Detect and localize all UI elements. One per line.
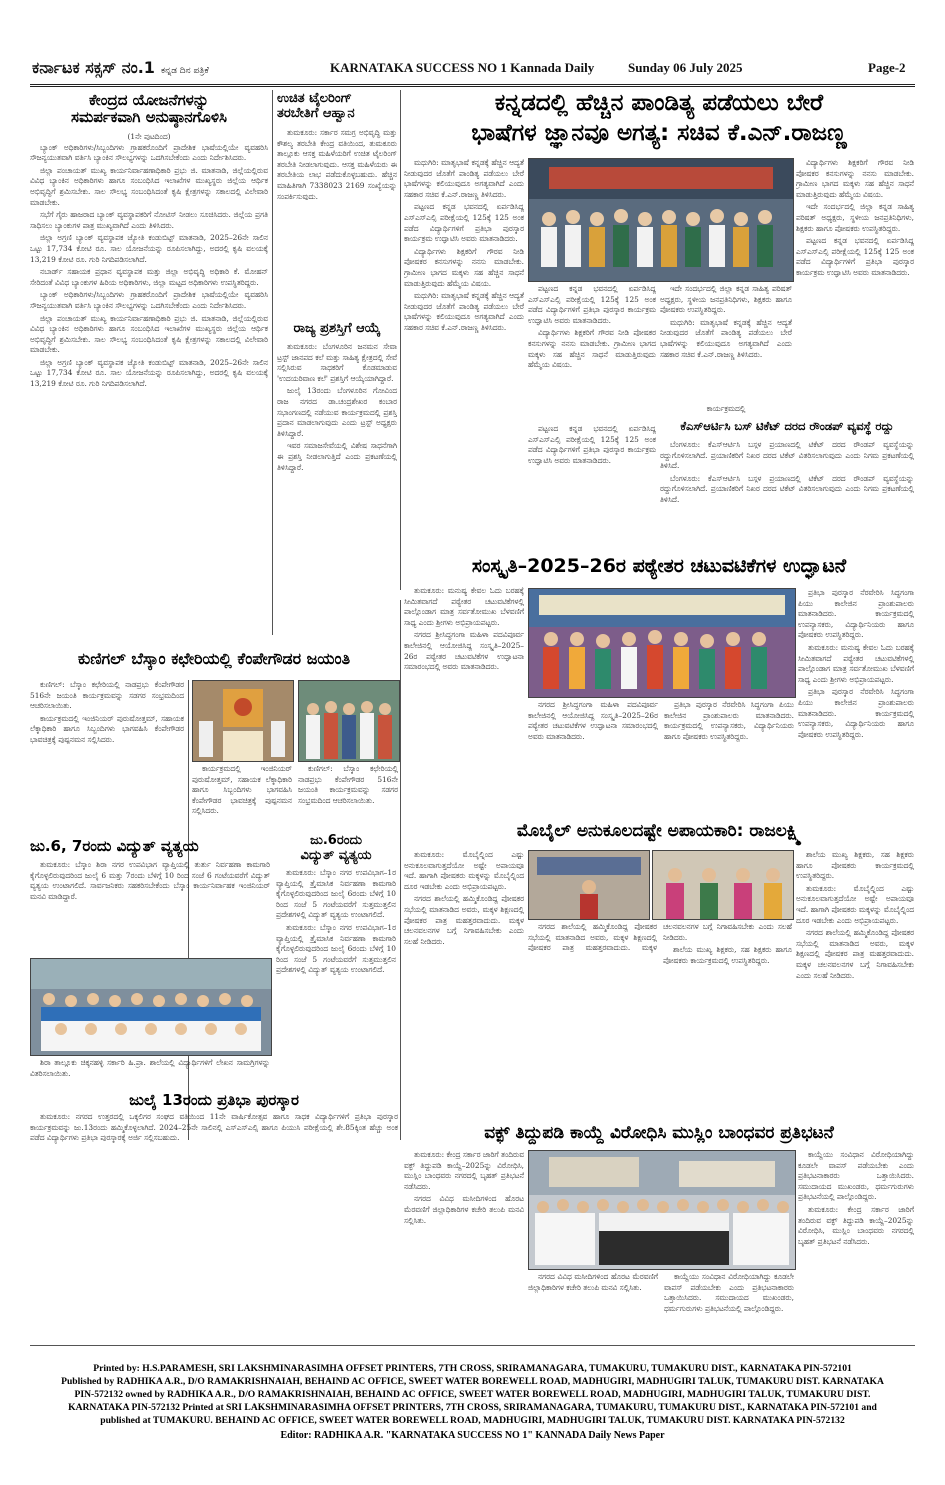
mobile-photo-2 (652, 850, 794, 920)
imprint-line-3: PIN-572132 owned by RADHIKA A.R., D/O RAMAKRISHNAIAH, BEHAIND AC OFFICE, SWEET WATER BOREWELL ROAD, MADHUGIRI, MADHUGIRI TALUK, TUMAKURU DIST. (74, 1389, 871, 1400)
kannada-byline: ಕಾರ್ಯಕ್ರಮದಲ್ಲಿ (706, 404, 746, 413)
mobile-photo-1 (528, 850, 650, 920)
kannada-event-photo (528, 158, 794, 282)
prashasti-headline: ರಾಜ್ಯ ಪ್ರಶಸ್ತಿಗೆ ಆಯ್ಕೆ (293, 321, 381, 336)
samskruti-body-right: ಪ್ರತಿಭಾ ಪುರಸ್ಕಾರ ನೆರವೇರಿಸಿ ಸಿದ್ಧಗಂಗಾ ಪಿಯು ಕಾಲೇಜಿನ ಪ್ರಾಂಶುಪಾಲರು ಮಾತನಾಡಿದರು. ಕಾರ್ಯಕ್ರಮದಲ್ಲಿ ಉಪನ್ಯಾಸಕರು, ವಿದ್ಯಾರ್ಥಿನಿಯರು ಹಾಗೂ ಪೋಷಕರು ಉಪಸ್ಥಿತರಿದ್ದರು. ತುಮಕೂರು: ಮನುಷ್ಯ ಕೇವಲ ಓದು ಬರಹಕ್ಕೆ ಸೀಮಿತವಾಗದೆ ಪಠ್ಯೇತರ ಚಟುವಟಿಕೆಗಳಲ್ಲಿ ಪಾಲ್ಗೊಂಡಾಗ ಮಾತ್ರ ಸರ್ವತೋಮುಖ ಬೆಳವಣಿಗೆ ಸಾಧ್ಯ ಎಂದು ಶ್ರೀಗಳು ಅಭಿಪ್ರಾಯಪಟ್ಟರು. ಪ್ರತಿಭಾ ಪುರಸ್ಕಾರ ನೆರವೇರಿಸಿ ಸಿದ್ಧಗಂಗಾ ಪಿಯು ಕಾಲೇಜಿನ ಪ್ರಾಂಶುಪಾಲರು ಮಾತನಾಡಿದರು. ಕಾರ್ಯಕ್ರಮದಲ್ಲಿ ಉಪನ್ಯಾಸಕರು, ವಿದ್ಯಾರ್ಥಿನಿಯರು ಹಾಗೂ ಪೋಷಕರು ಉಪಸ್ಥಿತರಿದ್ದರು. (798, 588, 914, 739)
imprint-line-5: published at TUMAKURU. BEHAIND AC OFFICE, SWEET WATER BOREWELL ROAD, MADHUGIRI, MADHUGIRI TALUK, TUMAKURU DIST. KARNATAKA PIN-572132 (100, 1415, 845, 1426)
imprint-line-2: Published by RADHIKA A.R., D/O RAMAKRISHNAIAH, BEHAIND AC OFFICE, SWEET WATER BOREWELL ROAD, MADHUGIRI, MADHUGIRI TALUK, TUMAKURU DIST. KARNATAKA (61, 1376, 884, 1387)
kannada-body-mid: ಪಟ್ಟಣದ ಕನ್ನಡ ಭವನದಲ್ಲಿ ಏರ್ಪಡಿಸಿದ್ದ ಎಸ್ಎಸ್ಎಲ್ಸಿ ಪರೀಕ್ಷೆಯಲ್ಲಿ 125ಕ್ಕೆ 125 ಅಂಕ ಪಡೆದ ವಿದ್ಯಾರ್ಥಿಗಳಿಗೆ ಪ್ರತಿಭಾ ಪುರಸ್ಕಾರ ಕಾರ್ಯಕ್ರಮ ಉದ್ಘಾಟಿಸಿ ಅವರು ಮಾತನಾಡಿದರು. ವಿದ್ಯಾರ್ಥಿಗಳು ಶಿಕ್ಷಕರಿಗೆ ಗೌರವ ನೀಡಿ ಪೋಷಕರ ಕನಸುಗಳನ್ನು ನನಸು ಮಾಡಬೇಕು. ಗ್ರಾಮೀಣ ಭಾಗದ ಮಕ್ಕಳು ಸಹ ಹೆಚ್ಚಿನ ಸಾಧನೆ ಮಾಡುತ್ತಿರುವುದು ಹೆಮ್ಮೆಯ ವಿಷಯ. (528, 284, 656, 370)
vidyut2-body: ತುಮಕೂರು: ಬೆಸ್ಕಾಂ ನಗರ ಉಪವಿಭಾಗ–1ರ ವ್ಯಾಪ್ತಿಯಲ್ಲಿ ತ್ರೈಮಾಸಿಕ ನಿರ್ವಹಣಾ ಕಾಮಗಾರಿ ಕೈಗೊಳ್ಳಲಿರುವುದರಿಂದ ಜುಲೈ 6ರಂದು ಬೆಳಿಗ್ಗೆ 10 ರಿಂದ ಸಂಜೆ 5 ಗಂಟೆಯವರೆಗೆ ಸುತ್ತಮುತ್ತಲಿನ ಪ್ರದೇಶಗಳಲ್ಲಿ ವಿದ್ಯುತ್ ವ್ಯತ್ಯಯ ಉಂಟಾಗಲಿದೆ. ತುಮಕೂರು: ಬೆಸ್ಕಾಂ ನಗರ ಉಪವಿಭಾಗ–1ರ ವ್ಯಾಪ್ತಿಯಲ್ಲಿ ತ್ರೈಮಾಸಿಕ ನಿರ್ವಹಣಾ ಕಾಮಗಾರಿ ಕೈಗೊಳ್ಳಲಿರುವುದರಿಂದ ಜುಲೈ 6ರಂದು ಬೆಳಿಗ್ಗೆ 10 ರಿಂದ ಸಂಜೆ 5 ಗಂಟೆಯವರೆಗೆ ಸುತ್ತಮುತ್ತಲಿನ ಪ್ರದೇಶಗಳಲ್ಲಿ ವಿದ್ಯುತ್ ವ್ಯತ್ಯಯ ಉಂಟಾಗಲಿದೆ. (276, 868, 396, 975)
imprint-footer (30, 1362, 915, 1442)
masthead-title-kn: ಕರ್ನಾಟಕ ಸಕ್ಸಸ್ ನಂ.1 ಕನ್ನಡ ದಿನ ಪತ್ರಿಕೆ (32, 58, 209, 77)
yojane-headline: ಕೇಂದ್ರದ ಯೋಜನೆಗಳನ್ನು ಸಮರ್ಪಕವಾಗಿ ಅನುಷ್ಠಾನಗೊಳಿಸಿ (71, 91, 227, 127)
kempegowda-photo-1 (192, 680, 294, 762)
prashasti-body: ತುಮಕೂರು: ಬೆಂಗಳೂರಿನ ಜನಮನ ಸೇವಾ ಟ್ರಸ್ಟ್ ಜಾನಪದ ಕಲೆ ಮತ್ತು ಸಾಹಿತ್ಯ ಕ್ಷೇತ್ರದಲ್ಲಿ ಸೇವೆ ಸಲ್ಲಿಸಿರುವ ಸಾಧಕರಿಗೆ ಕೊಡಮಾಡುವ 'ಉದಯರಿವಾಣ ಕಲೆ' ಪ್ರಶಸ್ತಿಗೆ ಆಯ್ಕೆಯಾಗಿದ್ದಾರೆ. ಜುಲೈ 13ರಂದು ಬೆಂಗಳೂರಿನ ಗೋವಿಂದ ರಾಜ ನಗರದ ಡಾ.ಚಂದ್ರಶೇಖರ ಕಂಬಾರ ಸಭಾಂಗಣದಲ್ಲಿ ನಡೆಯುವ ಕಾರ್ಯಕ್ರಮದಲ್ಲಿ ಪ್ರಶಸ್ತಿ ಪ್ರದಾನ ಮಾಡಲಾಗುವುದು ಎಂದು ಟ್ರಸ್ಟ್ ಅಧ್ಯಕ್ಷರು ತಿಳಿಸಿದ್ದಾರೆ. ಇವರ ಸಮಾಜಸೇವೆಯಲ್ಲಿ ವಿಶೇಷ ಸಾಧನೆಗಾಗಿ ಈ ಪ್ರಶಸ್ತಿ ನೀಡಲಾಗುತ್ತಿದೆ ಎಂದು ಪ್ರಕಟಣೆಯಲ್ಲಿ ತಿಳಿಸಿದ್ದಾರೆ. (277, 342, 397, 472)
mobile-body-mid: ನಗರದ ಶಾಲೆಯಲ್ಲಿ ಹಮ್ಮಿಕೊಂಡಿದ್ದ ಪೋಷಕರ ಸಭೆಯಲ್ಲಿ ಮಾತನಾಡಿದ ಅವರು, ಮಕ್ಕಳ ಶಿಕ್ಷಣದಲ್ಲಿ ಪೋಷಕರ ಪಾತ್ರ ಮಹತ್ತರವಾದುದು. ಮಕ್ಕಳ ಚಲನವಲನಗಳ ಬಗ್ಗೆ ನಿಗಾವಹಿಸಬೇಕು ಎಂದು ಸಲಹೆ ನೀಡಿದರು. ಶಾಲೆಯ ಮುಖ್ಯ ಶಿಕ್ಷಕರು, ಸಹ ಶಿಕ್ಷಕರು ಹಾಗೂ ಪೋಷಕರು ಕಾರ್ಯಕ್ರಮದಲ್ಲಿ ಉಪಸ್ಥಿತರಿದ್ದರು. (528, 922, 792, 965)
yojane-body: (1ನೇ ಪುಟದಿಂದ) ಬ್ಯಾಂಕ್ ಅಧಿಕಾರಿಗಳು/ಸಿಬ್ಬಂದಿಗಳು ಗ್ರಾಹಕರೊಂದಿಗೆ ಪ್ರಾದೇಶಿಕ ಭಾಷೆಯಲ್ಲಿಯೇ ವ್ಯವಹರಿಸಿ ಸೌಜನ್ಯಯುತವಾಗಿ ವರ್ತಿಸಿ ಬ್ಯಾಂಕಿನ ಸೌಲಭ್ಯಗಳನ್ನು ಒದಗಿಸಬೇಕೆಂದು ಎಂದು ನಿರ್ದೇಶಿಸಿದರು. ಜಿಲ್ಲಾ ಪಂಚಾಯತ್ ಮುಖ್ಯ ಕಾರ್ಯನಿರ್ವಾಹಣಾಧಿಕಾರಿ ಪ್ರಭು ಜಿ. ಮಾತನಾಡಿ, ಜಿಲ್ಲೆಯಲ್ಲಿರುವ ವಿವಿಧ ಬ್ಯಾಂಕಿನ ಅಧಿಕಾರಿಗಳು ಹಾಗೂ ಸಂಬಂಧಿಸಿದ ಇಲಾಖೆಗಳ ಮುಖ್ಯಸ್ಥರು ಜಿಲ್ಲೆಯ ಆರ್ಥಿಕ ಅಭಿವೃದ್ಧಿಗೆ ಶ್ರಮಿಸಬೇಕು. ಸಾಲ ಸೌಲಭ್ಯ ಸಂಬಂಧಿಸಿದಂತೆ ಕೃಷಿ ಕ್ಷೇತ್ರಗಳನ್ನು ಸಕಾಲದಲ್ಲಿ ವಿಲೇವಾರಿ ಮಾಡಬೇಕು. ಸಭೆಗೆ ಗೈರು ಹಾಜರಾದ ಬ್ಯಾಂಕ್ ವ್ಯವಸ್ಥಾಪಕರಿಗೆ ನೋಟಿಸ್ ನೀಡಲು ಸೂಚಿಸಿದರು. ಜಿಲ್ಲೆಯ ಪ್ರಗತಿ ಸಾಧಿಸಲು ಬ್ಯಾಂಕುಗಳ ಪಾತ್ರ ಮುಖ್ಯವಾಗಿದೆ ಎಂದು ತಿಳಿಸಿದರು. ಜಿಲ್ಲಾ ಅಗ್ರಣಿ ಬ್ಯಾಂಕ್ ವ್ಯವಸ್ಥಾಪಕ ಜ್ಯೋತಿ ಕಂಡುಬಿಟ್ಟ್ ಮಾತನಾಡಿ, 2025–26ನೇ ಸಾಲಿನ ಒಟ್ಟು 17,734 ಕೋಟಿ ರೂ. ಸಾಲ ಯೋಜನೆಯನ್ನು ರೂಪಿಸಲಾಗಿದ್ದು, ಅದರಲ್ಲಿ ಕೃಷಿ ವಲಯಕ್ಕೆ 13,219 ಕೋಟಿ ರೂ. ಗುರಿ ನಿಗದಿಪಡಿಸಲಾಗಿದೆ. ನಬಾರ್ಡ್ ಸಹಾಯಕ ಪ್ರಧಾನ ವ್ಯವಸ್ಥಾಪಕ ಮತ್ತು ಜಿಲ್ಲಾ ಅಭಿವೃದ್ಧಿ ಅಧಿಕಾರಿ ಕೆ. ಮೋಹನ್ ಸೇರಿದಂತೆ ವಿವಿಧ ಬ್ಯಾಂಕುಗಳ ಹಿರಿಯ ಅಧಿಕಾರಿಗಳು, ಜಿಲ್ಲಾ ಮಟ್ಟದ ಅಧಿಕಾರಿಗಳು ಉಪಸ್ಥಿತರಿದ್ದರು. ಬ್ಯಾಂಕ್ ಅಧಿಕಾರಿಗಳು/ಸಿಬ್ಬಂದಿಗಳು ಗ್ರಾಹಕರೊಂದಿಗೆ ಪ್ರಾದೇಶಿಕ ಭಾಷೆಯಲ್ಲಿಯೇ ವ್ಯವಹರಿಸಿ ಸೌಜನ್ಯಯುತವಾಗಿ ವರ್ತಿಸಿ ಬ್ಯಾಂಕಿನ ಸೌಲಭ್ಯಗಳನ್ನು ಒದಗಿಸಬೇಕೆಂದು ಎಂದು ನಿರ್ದೇಶಿಸಿದರು. ಜಿಲ್ಲಾ ಪಂಚಾಯತ್ ಮುಖ್ಯ ಕಾರ್ಯನಿರ್ವಾಹಣಾಧಿಕಾರಿ ಪ್ರಭು ಜಿ. ಮಾತನಾಡಿ, ಜಿಲ್ಲೆಯಲ್ಲಿರುವ ವಿವಿಧ ಬ್ಯಾಂಕಿನ ಅಧಿಕಾರಿಗಳು ಹಾಗೂ ಸಂಬಂಧಿಸಿದ ಇಲಾಖೆಗಳ ಮುಖ್ಯಸ್ಥರು ಜಿಲ್ಲೆಯ ಆರ್ಥಿಕ ಅಭಿವೃದ್ಧಿಗೆ ಶ್ರಮಿಸಬೇಕು. ಸಾಲ ಸೌಲಭ್ಯ ಸಂಬಂಧಿಸಿದಂತೆ ಕೃಷಿ ಕ್ಷೇತ್ರಗಳನ್ನು ಸಕಾಲದಲ್ಲಿ ವಿಲೇವಾರಿ ಮಾಡಬೇಕು. ಜಿಲ್ಲಾ ಅಗ್ರಣಿ ಬ್ಯಾಂಕ್ ವ್ಯವಸ್ಥಾಪಕ ಜ್ಯೋತಿ ಕಂಡುಬಿಟ್ಟ್ ಮಾತನಾಡಿ, 2025–26ನೇ ಸಾಲಿನ ಒಟ್ಟು 17,734 ಕೋಟಿ ರೂ. ಸಾಲ ಯೋಜನೆಯನ್ನು ರೂಪಿಸಲಾಗಿದ್ದು, ಅದರಲ್ಲಿ ಕೃಷಿ ವಲಯಕ್ಕೆ 13,219 ಕೋಟಿ ರೂ. ಗುರಿ ನಿಗದಿಪಡಿಸಲಾಗಿದೆ. (30, 132, 268, 389)
waqf-headline: ವಕ್ಫ್ ತಿದ್ದುಪಡಿ ಕಾಯ್ದೆ ವಿರೋಧಿಸಿ ಮುಸ್ಲಿಂ ಬಾಂಧವರ ಪ್ರತಿಭಟನೆ (484, 1123, 834, 1143)
ksrtc-body: ಬೆಂಗಳೂರು: ಕೆಎಸ್ಆರ್ಟಿಸಿ ಬಸ್ಗಳ ಪ್ರಯಾಣದಲ್ಲಿ ಟಿಕೆಟ್ ದರದ ರೌಂಡಪ್ ವ್ಯವಸ್ಥೆಯನ್ನು ರದ್ದುಗೊಳಿಸಲಾಗಿದೆ. ಪ್ರಯಾಣಿಕರಿಗೆ ನಿಖರ ದರದ ಟಿಕೆಟ್ ವಿತರಿಸಲಾಗುವುದು ಎಂದು ನಿಗಮ ಪ್ರಕಟಣೆಯಲ್ಲಿ ತಿಳಿಸಿದೆ. ಬೆಂಗಳೂರು: ಕೆಎಸ್ಆರ್ಟಿಸಿ ಬಸ್ಗಳ ಪ್ರಯಾಣದಲ್ಲಿ ಟಿಕೆಟ್ ದರದ ರೌಂಡಪ್ ವ್ಯವಸ್ಥೆಯನ್ನು ರದ್ದುಗೊಳಿಸಲಾಗಿದೆ. ಪ್ರಯಾಣಿಕರಿಗೆ ನಿಖರ ದರದ ಟಿಕೆಟ್ ವಿತರಿಸಲಾಗುವುದು ಎಂದು ನಿಗಮ ಪ್ರಕಟಣೆಯಲ್ಲಿ ತಿಳಿಸಿದೆ. (660, 440, 914, 504)
samskruti-headline: ಸಂಸ್ಕೃತಿ–2025–26ರ ಪಠ್ಯೇತರ ಚಟುವಟಿಕೆಗಳ ಉದ್ಘಾಟನೆ (471, 555, 847, 577)
vidyut1-body: ತುಮಕೂರು: ಬೆಸ್ಕಾಂ ಶಿರಾ ನಗರ ಉಪವಿಭಾಗ ವ್ಯಾಪ್ತಿಯಲ್ಲಿ ತುರ್ತು ನಿರ್ವಹಣಾ ಕಾಮಗಾರಿ ಕೈಗೊಳ್ಳಲಿರುವುದರಿಂದ ಜುಲೈ 6 ಮತ್ತು 7ರಂದು ಬೆಳಿಗ್ಗೆ 10 ರಿಂದ ಸಂಜೆ 6 ಗಂಟೆಯವರೆಗೆ ವಿದ್ಯುತ್ ವ್ಯತ್ಯಯ ಉಂಟಾಗಲಿದೆ. ಸಾರ್ವಜನಿಕರು ಸಹಕರಿಸಬೇಕೆಂದು ಬೆಸ್ಕಾಂ ಕಾರ್ಯನಿರ್ವಾಹಕ ಇಂಜಿನಿಯರ್ ಮನವಿ ಮಾಡಿದ್ದಾರೆ. (30, 860, 270, 901)
page-number: Page-2 (868, 60, 906, 75)
mobile-body-left: ತುಮಕೂರು: ಮೊಬೈಲ್ನಿಂದ ಎಷ್ಟು ಅನುಕೂಲವಾಗುತ್ತದೆಯೋ ಅಷ್ಟೇ ಅಪಾಯವೂ ಇದೆ. ಹಾಗಾಗಿ ಪೋಷಕರು ಮಕ್ಕಳನ್ನು ಮೊಬೈಲ್ನಿಂದ ದೂರ ಇಡಬೇಕು ಎಂದು ಅಭಿಪ್ರಾಯಪಟ್ಟರು. ನಗರದ ಶಾಲೆಯಲ್ಲಿ ಹಮ್ಮಿಕೊಂಡಿದ್ದ ಪೋಷಕರ ಸಭೆಯಲ್ಲಿ ಮಾತನಾಡಿದ ಅವರು, ಮಕ್ಕಳ ಶಿಕ್ಷಣದಲ್ಲಿ ಪೋಷಕರ ಪಾತ್ರ ಮಹತ್ತರವಾದುದು. ಮಕ್ಕಳ ಚಲನವಲನಗಳ ಬಗ್ಗೆ ನಿಗಾವಹಿಸಬೇಕು ಎಂದು ಸಲಹೆ ನೀಡಿದರು. (404, 850, 524, 946)
masthead-title-en: KARNATAKA SUCCESS NO 1 Kannada Daily (330, 60, 595, 75)
kannada-headline: ಕನ್ನಡದಲ್ಲಿ ಹೆಚ್ಚಿನ ಪಾಂಡಿತ್ಯ ಪಡೆಯಲು ಬೇರೆ ಭಾಷೆಗಳ ಜ್ಞಾನವೂ ಅಗತ್ಯ: ಸಚಿವ ಕೆ.ಎನ್.ರಾಜಣ್ಣ (471, 90, 847, 146)
waqf-body-right: ಕಾಯ್ದೆಯು ಸಂವಿಧಾನ ವಿರೋಧಿಯಾಗಿದ್ದು ಕೂಡಲೇ ವಾಪಸ್ ಪಡೆಯಬೇಕು ಎಂದು ಪ್ರತಿಭಟನಾಕಾರರು ಒತ್ತಾಯಿಸಿದರು. ಸಮುದಾಯದ ಮುಖಂಡರು, ಧರ್ಮಗುರುಗಳು ಪ್ರತಿಭಟನೆಯಲ್ಲಿ ಪಾಲ್ಗೊಂಡಿದ್ದರು. ತುಮಕೂರು: ಕೇಂದ್ರ ಸರ್ಕಾರ ಜಾರಿಗೆ ತಂದಿರುವ ವಕ್ಫ್ ತಿದ್ದುಪಡಿ ಕಾಯ್ದೆ–2025ನ್ನು ವಿರೋಧಿಸಿ, ಮುಸ್ಲಿಂ ಬಾಂಧವರು ನಗರದಲ್ಲಿ ಬೃಹತ್ ಪ್ರತಿಭಟನೆ ನಡೆಸಿದರು. (798, 1150, 914, 1246)
masthead (30, 58, 915, 87)
kempegowda-headline: ಕುಣಿಗಲ್ ಬೆಸ್ಕಾಂ ಕಛೇರಿಯಲ್ಲಿ ಕೆಂಪೇಗೌಡರ ಜಯಂತಿ (77, 649, 351, 668)
ksrtc-headline: ಕೆಎಸ್ಆರ್ಟಿಸಿ ಬಸ್ ಟಿಕೆಟ್ ದರದ ರೌಂಡಪ್ ವ್ಯವಸ್ಥೆ ರದ್ದು (680, 419, 894, 433)
vidyut2-headline: ಜು.6ರಂದು ವಿದ್ಯುತ್ ವ್ಯತ್ಯಯ (300, 833, 372, 863)
school-photo (30, 958, 272, 1056)
tailoring-headline: ಉಚಿತ ಟೈಲರಿಂಗ್ ತರಬೇತಿಗೆ ಆಹ್ವಾನ (277, 91, 355, 121)
mobile-body-right: ಶಾಲೆಯ ಮುಖ್ಯ ಶಿಕ್ಷಕರು, ಸಹ ಶಿಕ್ಷಕರು ಹಾಗೂ ಪೋಷಕರು ಕಾರ್ಯಕ್ರಮದಲ್ಲಿ ಉಪಸ್ಥಿತರಿದ್ದರು. ತುಮಕೂರು: ಮೊಬೈಲ್ನಿಂದ ಎಷ್ಟು ಅನುಕೂಲವಾಗುತ್ತದೆಯೋ ಅಷ್ಟೇ ಅಪಾಯವೂ ಇದೆ. ಹಾಗಾಗಿ ಪೋಷಕರು ಮಕ್ಕಳನ್ನು ಮೊಬೈಲ್ನಿಂದ ದೂರ ಇಡಬೇಕು ಎಂದು ಅಭಿಪ್ರಾಯಪಟ್ಟರು. ನಗರದ ಶಾಲೆಯಲ್ಲಿ ಹಮ್ಮಿಕೊಂಡಿದ್ದ ಪೋಷಕರ ಸಭೆಯಲ್ಲಿ ಮಾತನಾಡಿದ ಅವರು, ಮಕ್ಕಳ ಶಿಕ್ಷಣದಲ್ಲಿ ಪೋಷಕರ ಪಾತ್ರ ಮಹತ್ತರವಾದುದು. ಮಕ್ಕಳ ಚಲನವಲನಗಳ ಬಗ್ಗೆ ನಿಗಾವಹಿಸಬೇಕು ಎಂದು ಸಲಹೆ ನೀಡಿದರು. (796, 850, 914, 980)
masthead-date: Sunday 06 July 2025 (628, 60, 743, 75)
samskruti-event-photo (528, 588, 796, 698)
editor-line: Editor: RADHIKA A.R. "KARNATAKA SUCCESS NO 1" KANNADA Daily News Paper (280, 1430, 665, 1441)
waqf-body-mid: ನಗರದ ವಿವಿಧ ಮಸೀದಿಗಳಿಂದ ಹೊರಟ ಮೆರವಣಿಗೆ ಜಿಲ್ಲಾಧಿಕಾರಿಗಳ ಕಚೇರಿ ತಲುಪಿ ಮನವಿ ಸಲ್ಲಿಸಿತು. ಕಾಯ್ದೆಯು ಸಂವಿಧಾನ ವಿರೋಧಿಯಾಗಿದ್ದು ಕೂಡಲೇ ವಾಪಸ್ ಪಡೆಯಬೇಕು ಎಂದು ಪ್ರತಿಭಟನಾಕಾರರು ಒತ್ತಾಯಿಸಿದರು. ಸಮುದಾಯದ ಮುಖಂಡರು, ಧರ್ಮಗುರುಗಳು ಪ್ರತಿಭಟನೆಯಲ್ಲಿ ಪಾಲ್ಗೊಂಡಿದ್ದರು. (528, 1272, 794, 1313)
kempegowda-body-right: ಕಾರ್ಯಕ್ರಮದಲ್ಲಿ ಇಂಜಿನಿಯರ್ ಪುರುಷೋತ್ತಮ್, ಸಹಾಯಕ ಲೆಕ್ಕಾಧಿಕಾರಿ ಹಾಗೂ ಸಿಬ್ಬಂದಿಗಳು ಭಾಗವಹಿಸಿ ಕೆಂಪೇಗೌಡರ ಭಾವಚಿತ್ರಕ್ಕೆ ಪುಷ್ಪನಮನ ಸಲ್ಲಿಸಿದರು. ಕುಣಿಗಲ್: ಬೆಸ್ಕಾಂ ಕಛೇರಿಯಲ್ಲಿ ನಾಡಪ್ರಭು ಕೆಂಪೇಗೌಡರ 516ನೇ ಜಯಂತಿ ಕಾರ್ಯಕ್ರಮವನ್ನು ಸಡಗರ ಸಂಭ್ರಮದಿಂದ ಆಚರಿಸಲಾಯಿತು. (192, 764, 398, 816)
waqf-protest-photo (528, 1150, 796, 1270)
waqf-body-left: ತುಮಕೂರು: ಕೇಂದ್ರ ಸರ್ಕಾರ ಜಾರಿಗೆ ತಂದಿರುವ ವಕ್ಫ್ ತಿದ್ದುಪಡಿ ಕಾಯ್ದೆ–2025ನ್ನು ವಿರೋಧಿಸಿ, ಮುಸ್ಲಿಂ ಬಾಂಧವರು ನಗರದಲ್ಲಿ ಬೃಹತ್ ಪ್ರತಿಭಟನೆ ನಡೆಸಿದರು. ನಗರದ ವಿವಿಧ ಮಸೀದಿಗಳಿಂದ ಹೊರಟ ಮೆರವಣಿಗೆ ಜಿಲ್ಲಾಧಿಕಾರಿಗಳ ಕಚೇರಿ ತಲುಪಿ ಮನವಿ ಸಲ್ಲಿಸಿತು. (404, 1150, 524, 1225)
pratibha-headline: ಜುಲೈ 13ರಂದು ಪ್ರತಿಭಾ ಪುರಸ್ಕಾರ (129, 1091, 299, 1109)
pratibha-body: ತುಮಕೂರು: ನಗರದ ಉತ್ತರದಲ್ಲಿ ಒಕ್ಕಲಿಗರ ಸಂಘದ ವತಿಯಿಂದ 11ನೇ ವಾರ್ಷಿಕೋತ್ಸವ ಹಾಗೂ ಸಾಧಕ ವಿದ್ಯಾರ್ಥಿಗಳಿಗೆ ಪ್ರತಿಭಾ ಪುರಸ್ಕಾರ ಕಾರ್ಯಕ್ರಮವನ್ನು ಜು.13ರಂದು ಹಮ್ಮಿಕೊಳ್ಳಲಾಗಿದೆ. 2024–25ನೇ ಸಾಲಿನಲ್ಲಿ ಎಸ್ಎಸ್ಎಲ್ಸಿ ಹಾಗೂ ಪಿಯುಸಿ ಪರೀಕ್ಷೆಯಲ್ಲಿ ಶೇ.85ಕ್ಕಿಂತ ಹೆಚ್ಚು ಅಂಕ ಪಡೆದ ವಿದ್ಯಾರ್ಥಿಗಳು ಪ್ರತಿಭಾ ಪುರಸ್ಕಾರಕ್ಕೆ ಅರ್ಜಿ ಸಲ್ಲಿಸಬಹುದು. (30, 1112, 398, 1143)
samskruti-body-mid: ನಗರದ ಶ್ರೀಸಿದ್ಧಗಂಗಾ ಮಹಿಳಾ ಪದವಿಪೂರ್ವ ಕಾಲೇಜಿನಲ್ಲಿ ಆಯೋಜಿಸಿದ್ದ ಸಂಸ್ಕೃತಿ–2025–26ರ ಪಠ್ಯೇತರ ಚಟುವಟಿಕೆಗಳ ಉದ್ಘಾಟನಾ ಸಮಾರಂಭದಲ್ಲಿ ಅವರು ಮಾತನಾಡಿದರು. ಪ್ರತಿಭಾ ಪುರಸ್ಕಾರ ನೆರವೇರಿಸಿ ಸಿದ್ಧಗಂಗಾ ಪಿಯು ಕಾಲೇಜಿನ ಪ್ರಾಂಶುಪಾಲರು ಮಾತನಾಡಿದರು. ಕಾರ್ಯಕ್ರಮದಲ್ಲಿ ಉಪನ್ಯಾಸಕರು, ವಿದ್ಯಾರ್ಥಿನಿಯರು ಹಾಗೂ ಪೋಷಕರು ಉಪಸ್ಥಿತರಿದ್ದರು. (528, 700, 794, 741)
kempegowda-photo-2 (298, 680, 400, 762)
kempegowda-body-left: ಕುಣಿಗಲ್: ಬೆಸ್ಕಾಂ ಕಛೇರಿಯಲ್ಲಿ ನಾಡಪ್ರಭು ಕೆಂಪೇಗೌಡರ 516ನೇ ಜಯಂತಿ ಕಾರ್ಯಕ್ರಮವನ್ನು ಸಡಗರ ಸಂಭ್ರಮದಿಂದ ಆಚರಿಸಲಾಯಿತು. ಕಾರ್ಯಕ್ರಮದಲ್ಲಿ ಇಂಜಿನಿಯರ್ ಪುರುಷೋತ್ತಮ್, ಸಹಾಯಕ ಲೆಕ್ಕಾಧಿಕಾರಿ ಹಾಗೂ ಸಿಬ್ಬಂದಿಗಳು ಭಾಗವಹಿಸಿ ಕೆಂಪೇಗೌಡರ ಭಾವಚಿತ್ರಕ್ಕೆ ಪುಷ್ಪನಮನ ಸಲ್ಲಿಸಿದರು. (30, 680, 184, 744)
school-caption: ಶಿರಾ ತಾಲ್ಲೂಕು ಚಿಕ್ಕನಹಳ್ಳಿ ಸರ್ಕಾರಿ ಹಿ.ಪ್ರಾ. ಶಾಲೆಯಲ್ಲಿ ವಿದ್ಯಾರ್ಥಿಗಳಿಗೆ ಲೇಖನ ಸಾಮಗ್ರಿಗಳನ್ನು ವಿತರಿಸಲಾಯಿತು. (30, 1058, 270, 1078)
imprint-line-4: KARNATAKA PIN-572132 Printed at SRI LAKSHMINARASIMHA OFFSET PRINTERS, 7TH CROSS, SRIRAMANAGARA, TUMAKURU, TUMAKURU DIST., KARNATAKA PIN-572101 and (68, 1402, 877, 1413)
mobile-headline: ಮೊಬೈಲ್ ಅನುಕೂಲದಷ್ಟೇ ಅಪಾಯಕಾರಿ: ರಾಜಲಕ್ಷ್ಮಿ (516, 821, 802, 841)
kannada-body-right: ವಿದ್ಯಾರ್ಥಿಗಳು ಶಿಕ್ಷಕರಿಗೆ ಗೌರವ ನೀಡಿ ಪೋಷಕರ ಕನಸುಗಳನ್ನು ನನಸು ಮಾಡಬೇಕು. ಗ್ರಾಮೀಣ ಭಾಗದ ಮಕ್ಕಳು ಸಹ ಹೆಚ್ಚಿನ ಸಾಧನೆ ಮಾಡುತ್ತಿರುವುದು ಹೆಮ್ಮೆಯ ವಿಷಯ. ಇದೇ ಸಂದರ್ಭದಲ್ಲಿ ಜಿಲ್ಲಾ ಕನ್ನಡ ಸಾಹಿತ್ಯ ಪರಿಷತ್ ಅಧ್ಯಕ್ಷರು, ಸ್ಥಳೀಯ ಜನಪ್ರತಿನಿಧಿಗಳು, ಶಿಕ್ಷಕರು ಹಾಗೂ ಪೋಷಕರು ಉಪಸ್ಥಿತರಿದ್ದರು. ಪಟ್ಟಣದ ಕನ್ನಡ ಭವನದಲ್ಲಿ ಏರ್ಪಡಿಸಿದ್ದ ಎಸ್ಎಸ್ಎಲ್ಸಿ ಪರೀಕ್ಷೆಯಲ್ಲಿ 125ಕ್ಕೆ 125 ಅಂಕ ಪಡೆದ ವಿದ್ಯಾರ್ಥಿಗಳಿಗೆ ಪ್ರತಿಭಾ ಪುರಸ್ಕಾರ ಕಾರ್ಯಕ್ರಮ ಉದ್ಘಾಟಿಸಿ ಅವರು ಮಾತನಾಡಿದರು. (796, 158, 914, 277)
kannada-body-bottom: ಪಟ್ಟಣದ ಕನ್ನಡ ಭವನದಲ್ಲಿ ಏರ್ಪಡಿಸಿದ್ದ ಎಸ್ಎಸ್ಎಲ್ಸಿ ಪರೀಕ್ಷೆಯಲ್ಲಿ 125ಕ್ಕೆ 125 ಅಂಕ ಪಡೆದ ವಿದ್ಯಾರ್ಥಿಗಳಿಗೆ ಪ್ರತಿಭಾ ಪುರಸ್ಕಾರ ಕಾರ್ಯಕ್ರಮ ಉದ್ಘಾಟಿಸಿ ಅವರು ಮಾತನಾಡಿದರು. (528, 424, 656, 465)
kannada-body-left: ಮಧುಗಿರಿ: ಮಾತೃಭಾಷೆ ಕನ್ನಡಕ್ಕೆ ಹೆಚ್ಚಿನ ಆದ್ಯತೆ ನೀಡುವುದರ ಜೊತೆಗೆ ಪಾಂಡಿತ್ಯ ಪಡೆಯಲು ಬೇರೆ ಭಾಷೆಗಳನ್ನು ಕಲಿಯುವುದೂ ಅಗತ್ಯವಾಗಿದೆ ಎಂದು ಸಹಕಾರ ಸಚಿವ ಕೆ.ಎನ್.ರಾಜಣ್ಣ ತಿಳಿಸಿದರು. ಪಟ್ಟಣದ ಕನ್ನಡ ಭವನದಲ್ಲಿ ಏರ್ಪಡಿಸಿದ್ದ ಎಸ್ಎಸ್ಎಲ್ಸಿ ಪರೀಕ್ಷೆಯಲ್ಲಿ 125ಕ್ಕೆ 125 ಅಂಕ ಪಡೆದ ವಿದ್ಯಾರ್ಥಿಗಳಿಗೆ ಪ್ರತಿಭಾ ಪುರಸ್ಕಾರ ಕಾರ್ಯಕ್ರಮ ಉದ್ಘಾಟಿಸಿ ಅವರು ಮಾತನಾಡಿದರು. ವಿದ್ಯಾರ್ಥಿಗಳು ಶಿಕ್ಷಕರಿಗೆ ಗೌರವ ನೀಡಿ ಪೋಷಕರ ಕನಸುಗಳನ್ನು ನನಸು ಮಾಡಬೇಕು. ಗ್ರಾಮೀಣ ಭಾಗದ ಮಕ್ಕಳು ಸಹ ಹೆಚ್ಚಿನ ಸಾಧನೆ ಮಾಡುತ್ತಿರುವುದು ಹೆಮ್ಮೆಯ ವಿಷಯ. ಮಧುಗಿರಿ: ಮಾತೃಭಾಷೆ ಕನ್ನಡಕ್ಕೆ ಹೆಚ್ಚಿನ ಆದ್ಯತೆ ನೀಡುವುದರ ಜೊತೆಗೆ ಪಾಂಡಿತ್ಯ ಪಡೆಯಲು ಬೇರೆ ಭಾಷೆಗಳನ್ನು ಕಲಿಯುವುದೂ ಅಗತ್ಯವಾಗಿದೆ ಎಂದು ಸಹಕಾರ ಸಚಿವ ಕೆ.ಎನ್.ರಾಜಣ್ಣ ತಿಳಿಸಿದರು. (404, 158, 524, 332)
kannada-body-mid2: ಇದೇ ಸಂದರ್ಭದಲ್ಲಿ ಜಿಲ್ಲಾ ಕನ್ನಡ ಸಾಹಿತ್ಯ ಪರಿಷತ್ ಅಧ್ಯಕ್ಷರು, ಸ್ಥಳೀಯ ಜನಪ್ರತಿನಿಧಿಗಳು, ಶಿಕ್ಷಕರು ಹಾಗೂ ಪೋಷಕರು ಉಪಸ್ಥಿತರಿದ್ದರು. ಮಧುಗಿರಿ: ಮಾತೃಭಾಷೆ ಕನ್ನಡಕ್ಕೆ ಹೆಚ್ಚಿನ ಆದ್ಯತೆ ನೀಡುವುದರ ಜೊತೆಗೆ ಪಾಂಡಿತ್ಯ ಪಡೆಯಲು ಬೇರೆ ಭಾಷೆಗಳನ್ನು ಕಲಿಯುವುದೂ ಅಗತ್ಯವಾಗಿದೆ ಎಂದು ಸಹಕಾರ ಸಚಿವ ಕೆ.ಎನ್.ರಾಜಣ್ಣ ತಿಳಿಸಿದರು. (660, 284, 792, 359)
tailoring-body: ತುಮಕೂರು: ಸರ್ಕಾರ ಸಮಗ್ರ ಅಭಿವೃದ್ಧಿ ಮತ್ತು ಕೌಶಲ್ಯ ತರಬೇತಿ ಕೇಂದ್ರ ವತಿಯಿಂದ, ತುಮಕೂರು ತಾಲ್ಲೂಕು ಆಸಕ್ತ ಮಹಿಳೆಯರಿಗೆ ಉಚಿತ ಟೈಲರಿಂಗ್ ತರಬೇತಿ ನೀಡಲಾಗುವುದು. ಆಸಕ್ತ ಮಹಿಳೆಯರು ಈ ತರಬೇತಿಯ ಲಾಭ ಪಡೆದುಕೊಳ್ಳಬಹುದು. ಹೆಚ್ಚಿನ ಮಾಹಿತಿಗಾಗಿ 7338023 2169 ಸಂಖ್ಯೆಯನ್ನು ಸಂಪರ್ಕಿಸುವುದು. (277, 128, 397, 201)
vidyut1-headline: ಜು.6, 7ರಂದು ವಿದ್ಯುತ್ ವ್ಯತ್ಯಯ (30, 837, 199, 855)
samskruti-body-left: ತುಮಕೂರು: ಮನುಷ್ಯ ಕೇವಲ ಓದು ಬರಹಕ್ಕೆ ಸೀಮಿತವಾಗದೆ ಪಠ್ಯೇತರ ಚಟುವಟಿಕೆಗಳಲ್ಲಿ ಪಾಲ್ಗೊಂಡಾಗ ಮಾತ್ರ ಸರ್ವತೋಮುಖ ಬೆಳವಣಿಗೆ ಸಾಧ್ಯ ಎಂದು ಶ್ರೀಗಳು ಅಭಿಪ್ರಾಯಪಟ್ಟರು. ನಗರದ ಶ್ರೀಸಿದ್ಧಗಂಗಾ ಮಹಿಳಾ ಪದವಿಪೂರ್ವ ಕಾಲೇಜಿನಲ್ಲಿ ಆಯೋಜಿಸಿದ್ದ ಸಂಸ್ಕೃತಿ–2025–26ರ ಪಠ್ಯೇತರ ಚಟುವಟಿಕೆಗಳ ಉದ್ಘಾಟನಾ ಸಮಾರಂಭದಲ್ಲಿ ಅವರು ಮಾತನಾಡಿದರು. (404, 586, 524, 672)
imprint-line-1: Printed by: H.S.PARAMESH, SRI LAKSHMINARASIMHA OFFSET PRINTERS, 7TH CROSS, SRIRAMANAGARA, TUMAKURU, TUMAKURU DIST., KARNATAKA PIN-572101 (93, 1363, 852, 1374)
